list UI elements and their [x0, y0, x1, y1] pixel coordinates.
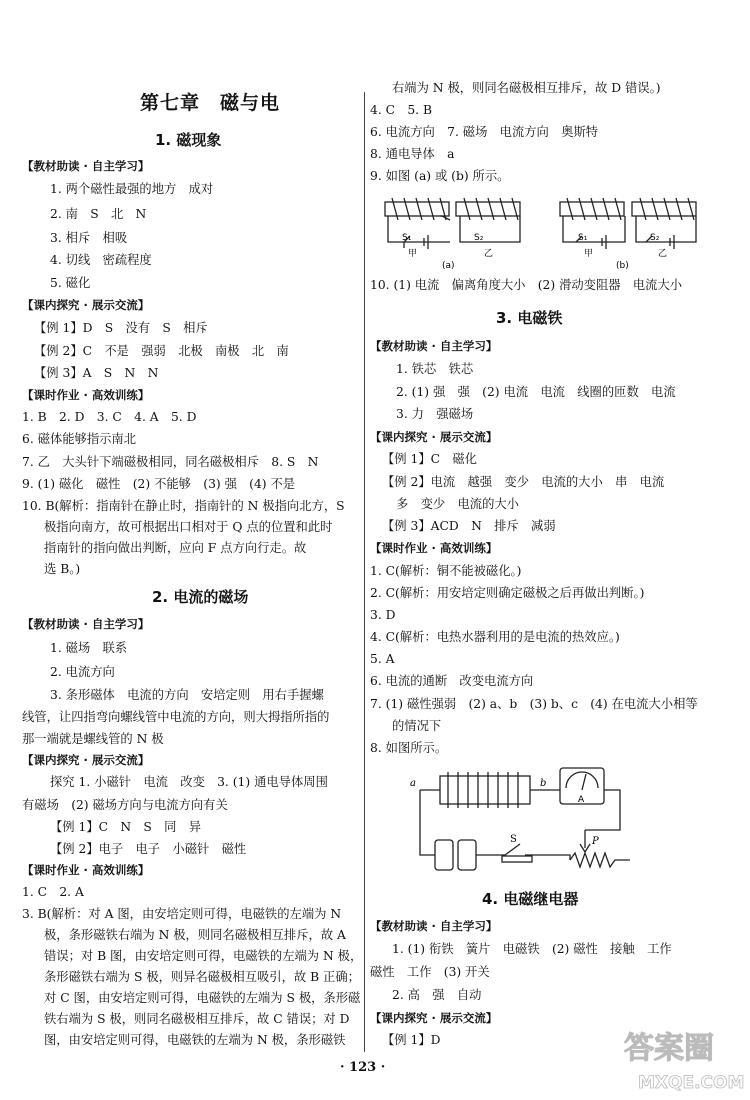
- answer-line: 3. D: [370, 608, 396, 622]
- answer-line: 极指向南方，故可根据出口相对于 Q 点的位置和此时: [44, 520, 333, 534]
- section-tag: 【课内探究 · 展示交流】: [22, 753, 150, 767]
- section-title-4: 4. 电磁继电器: [482, 890, 579, 908]
- figure-label: 乙: [658, 249, 668, 259]
- example-line: 【例 2】电流 越强 变少 电流的大小 串 电流: [382, 475, 665, 489]
- point-b-label: b: [540, 778, 547, 789]
- answer-line: 9. 如图 (a) 或 (b) 所示。: [370, 169, 510, 183]
- section-tag: 【教材助读 · 自主学习】: [22, 617, 150, 631]
- answer-line: 10. (1) 电流 偏离角度大小 (2) 滑动变阻器 电流大小: [370, 278, 683, 292]
- answer-line: 9. (1) 磁化 磁性 (2) 不能够 (3) 强 (4) 不是: [22, 477, 296, 491]
- answer-line: 7. 乙 大头针下端磁极相同，同名磁极相斥 8. S N: [22, 455, 319, 469]
- page-number: · 123 ·: [340, 1060, 386, 1075]
- example-line: 【例 2】电子 电子 小磁针 磁性: [50, 842, 247, 856]
- answer-line: 选 B。): [44, 562, 81, 576]
- switch-label: S: [510, 834, 517, 845]
- answer-line: 1. (1) 衔铁 簧片 电磁铁 (2) 磁性 接触 工作: [392, 942, 672, 956]
- electromagnet-circuit-figure: [410, 760, 700, 880]
- section-tag: 【教材助读 · 自主学习】: [370, 339, 498, 353]
- section-tag: 【课时作业 · 高效训练】: [370, 541, 498, 555]
- answer-line: 4. C 5. B: [370, 103, 433, 117]
- example-line: 【例 1】C N S 同 异: [50, 820, 201, 834]
- section-tag: 【课时作业 · 高效训练】: [22, 863, 150, 877]
- answer-line: 5. 磁化: [50, 276, 91, 290]
- section-tag: 【教材助读 · 自主学习】: [370, 919, 498, 933]
- example-line: 【例 3】A S N N: [34, 366, 159, 380]
- answer-line: 1. C(解析：铜不能被磁化。): [370, 564, 522, 578]
- switch-label: S₁: [578, 233, 588, 243]
- answer-line: 有磁场 (2) 磁场方向与电流方向有关: [22, 798, 228, 812]
- answer-line: 3. B(解析：对 A 图，由安培定则可得，电磁铁的左端为 N: [22, 907, 342, 921]
- figure-caption: (a): [442, 261, 455, 271]
- switch-label: S₂: [474, 233, 484, 243]
- answer-line: 指南针的指向做出判断，应向 F 点方向行走。故: [44, 541, 307, 555]
- section-tag: 【课内探究 · 展示交流】: [370, 430, 498, 444]
- answer-line: 2. 高 强 自动: [392, 988, 482, 1002]
- answer-line: 7. (1) 磁性强弱 (2) a、b (3) b、c (4) 在电流大小相等: [370, 697, 698, 711]
- watermark-text: 答案圈: [624, 1031, 714, 1066]
- switch-label: S₂: [650, 233, 660, 243]
- answer-line: 3. 条形磁体 电流的方向 安培定则 用右手握螺: [50, 688, 324, 702]
- answer-line: 那一端就是螺线管的 N 极: [22, 732, 164, 746]
- answer-line: 1. B 2. D 3. C 4. A 5. D: [22, 410, 197, 424]
- slider-label: P: [592, 836, 599, 847]
- switch-label: S₁: [402, 233, 412, 243]
- answer-line: 图，由安培定则可得，电磁铁的左端为 N 极，条形磁铁: [44, 1033, 346, 1047]
- section-title-3: 3. 电磁铁: [496, 309, 563, 327]
- answer-line: 2. 南 S 北 N: [50, 207, 147, 221]
- answer-line: 右端为 N 极，则同名磁极相互排斥，故 D 错误。): [392, 81, 661, 95]
- answer-line: 2. C(解析：用安培定则确定磁极之后再做出判断。): [370, 586, 645, 600]
- point-a-label: a: [410, 778, 416, 789]
- column-divider: [364, 92, 365, 1052]
- answer-line: 1. 磁场 联系: [50, 641, 128, 655]
- answer-line: 6. 电流方向 7. 磁场 电流方向 奥斯特: [370, 125, 599, 139]
- answer-line: 对 C 图，由安培定则可得，电磁铁的左端为 S 极，条形磁: [44, 991, 361, 1005]
- section-tag: 【课内探究 · 展示交流】: [370, 1011, 498, 1025]
- figure-label: 乙: [484, 249, 494, 259]
- answer-line: 1. 两个磁性最强的地方 成对: [50, 182, 214, 196]
- answer-line: 2. 电流方向: [50, 665, 115, 679]
- section-tag: 【课内探究 · 展示交流】: [22, 298, 150, 312]
- example-line: 【例 1】C 磁化: [382, 452, 477, 466]
- ammeter-label: A: [578, 795, 585, 805]
- answer-line: 线管，让四指弯向螺线管中电流的方向，则大拇指所指的: [22, 710, 330, 724]
- answer-line: 极，条形磁铁右端为 N 极，则同名磁极相互排斥，故 A: [44, 928, 346, 942]
- figure-caption: (b): [616, 261, 629, 271]
- example-line: 【例 1】D S 没有 S 相斥: [34, 321, 208, 335]
- answer-line: 的情况下: [392, 719, 442, 733]
- answer-line: 6. 电流的通断 改变电流方向: [370, 674, 534, 688]
- answer-line: 条形磁铁右端为 S 极，则异名磁极相互吸引，故 B 正确；: [44, 970, 360, 984]
- figure-label: 甲: [584, 249, 594, 259]
- answer-line: 磁性 工作 (3) 开关: [370, 965, 490, 979]
- answer-line: 3. 力 强磁场: [396, 407, 474, 421]
- answer-line: 1. C 2. A: [22, 885, 84, 899]
- section-title-1: 1. 磁现象: [155, 131, 222, 149]
- section-tag: 【课时作业 · 高效训练】: [22, 388, 150, 402]
- answer-line: 错误；对 B 图，由安培定则可得，电磁铁的左端为 N 极，: [44, 949, 363, 963]
- section-tag: 【教材助读 · 自主学习】: [22, 159, 150, 173]
- section-title-2: 2. 电流的磁场: [152, 588, 249, 606]
- answer-line: 8. 如图所示。: [370, 741, 448, 755]
- answer-line: 10. B(解析：指南针在静止时，指南针的 N 极指向北方，S: [22, 499, 345, 513]
- answer-line: 探究 1. 小磁针 电流 改变 3. (1) 通电导体周围: [50, 775, 328, 789]
- answer-line: 2. (1) 强 强 (2) 电流 电流 线圈的匝数 电流: [396, 385, 676, 399]
- answer-line: 铁右端为 S 极，则同名磁极相互排斥，故 C 错误；对 D: [44, 1012, 350, 1026]
- answer-line: 4. 切线 密疏程度: [50, 253, 152, 267]
- figure-label: 甲: [408, 249, 418, 259]
- answer-line: 6. 磁体能够指示南北: [22, 432, 137, 446]
- solenoid-circuit-figure: [380, 192, 725, 272]
- watermark-url: MXQE.COM: [638, 1073, 745, 1093]
- answer-line: 1. 铁芯 铁芯: [396, 362, 474, 376]
- example-line: 【例 3】ACD N 排斥 减弱: [382, 519, 556, 533]
- answer-line: 3. 相斥 相吸: [50, 231, 128, 245]
- watermark-logo: [620, 1018, 745, 1096]
- answer-line: 8. 通电导体 a: [370, 147, 455, 161]
- example-line: 【例 1】D: [382, 1033, 441, 1047]
- answer-line: 5. A: [370, 652, 395, 666]
- answer-line: 4. C(解析：电热水器利用的是电流的热效应。): [370, 630, 620, 644]
- example-line: 多 变少 电流的大小: [396, 497, 519, 511]
- example-line: 【例 2】C 不是 强弱 北极 南极 北 南: [34, 344, 289, 358]
- chapter-title: 第七章 磁与电: [140, 92, 281, 114]
